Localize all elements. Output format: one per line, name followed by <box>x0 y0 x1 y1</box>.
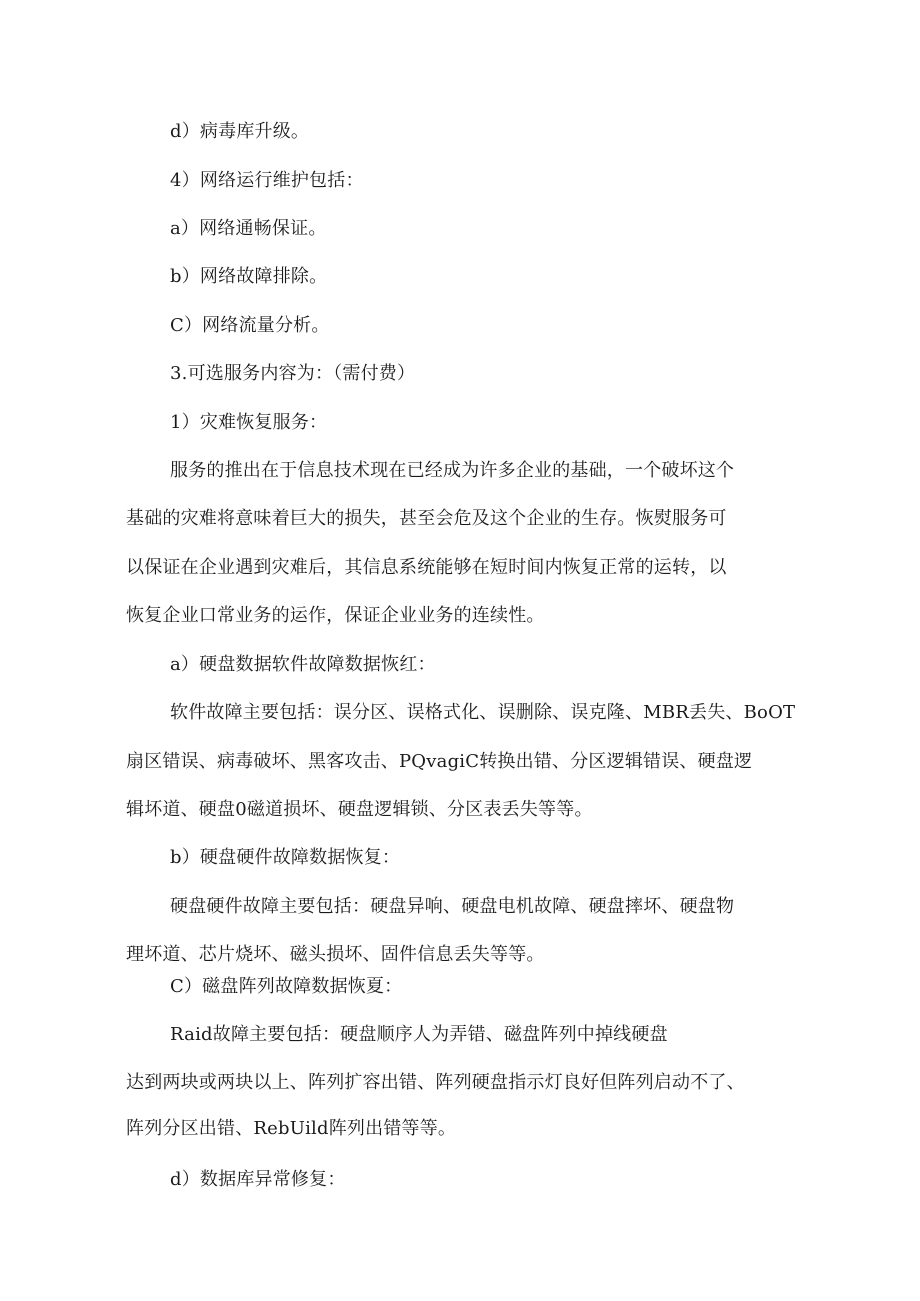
paragraph-line: 软件故障主要包括：误分区、误格式化、误删除、误克隆、MBR丢失、BoOT <box>170 702 796 723</box>
paragraph-line: 扇区错误、病毒破坏、黑客攻击、PQvagiC转换出错、分区逻辑错误、硬盘逻 <box>126 751 753 772</box>
heading-raid-fault-recovery: C）磁盘阵列故障数据恢夏： <box>170 976 403 997</box>
paragraph-line: 理坏道、芯片烧坏、磁头损坏、固件信息丢失等等。 <box>126 944 545 965</box>
paragraph-line: 硬盘硬件故障主要包括：硬盘异响、硬盘电机故障、硬盘摔坏、硬盘物 <box>170 896 735 917</box>
heading-optional-services: 3.可选服务内容为：（需付费） <box>170 363 416 384</box>
list-item-a-network-smooth: a）网络通畅保证。 <box>170 218 327 239</box>
paragraph-line: 辑坏道、硬盘0磁道损坏、硬盘逻辑锁、分区表丢失等等。 <box>126 799 593 820</box>
heading-hardware-fault-recovery: b）硬盘硬件故障数据恢复： <box>170 847 401 868</box>
heading-network-maintenance: 4）网络运行维护包括： <box>170 170 364 191</box>
paragraph-line: 以保证在企业遇到灾难后，其信息系统能够在短时间内恢复正常的运转，以 <box>126 557 727 578</box>
heading-database-repair: d）数据库异常修复： <box>170 1169 346 1190</box>
list-item-b-network-troubleshoot: b）网络故障排除。 <box>170 266 328 287</box>
list-item-c-traffic-analysis: C）网络流量分析。 <box>170 315 330 336</box>
paragraph-line: 基础的灾难将意味着巨大的损失，甚至会危及这个企业的生存。恢熨服务可 <box>126 508 727 529</box>
paragraph-line: 服务的推出在于信息技术现在已经成为许多企业的基础，一个破坏这个 <box>170 460 735 481</box>
list-item-d-virus-update: d）病毒库升级。 <box>170 121 310 142</box>
paragraph-line: 恢复企业口常业务的运作，保证企业业务的连续性。 <box>126 605 545 626</box>
heading-software-fault-recovery: a）硬盘数据软件故障数据恢红： <box>170 654 436 675</box>
paragraph-line: Raid故障主要包括：硬盘顺序人为弄错、磁盘阵列中掉线硬盘 <box>170 1024 668 1045</box>
paragraph-line: 阵列分区出错、RebUild阵列出错等等。 <box>126 1118 457 1139</box>
heading-disaster-recovery: 1）灾难恢复服务： <box>170 412 328 433</box>
paragraph-line: 达到两块或两块以上、阵列扩容出错、阵列硬盘指示灯良好但阵列启动不了、 <box>126 1072 745 1093</box>
